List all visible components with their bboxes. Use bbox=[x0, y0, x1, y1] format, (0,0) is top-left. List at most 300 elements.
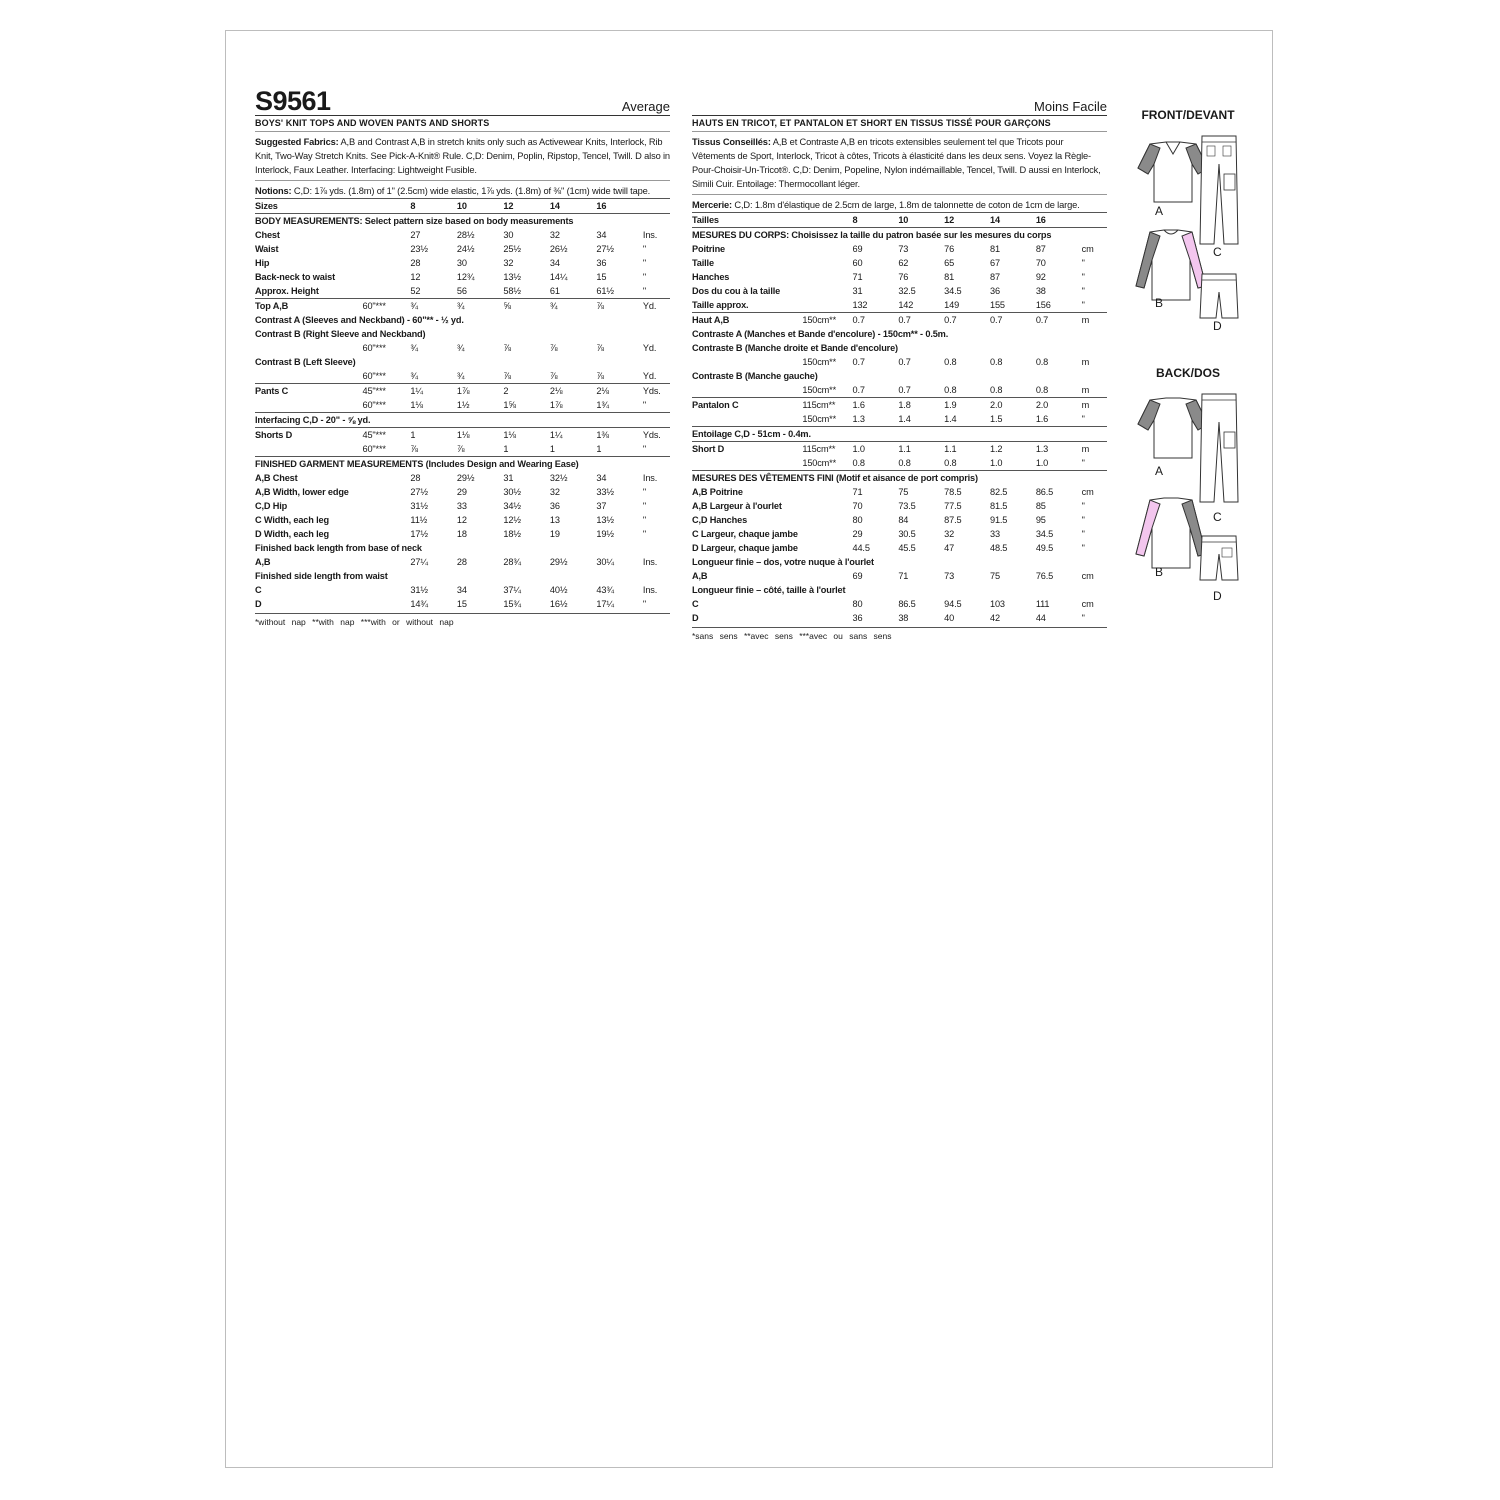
table-row bbox=[692, 355, 1107, 369]
size-value: 81 bbox=[989, 244, 1000, 254]
size-value: 27½ bbox=[410, 487, 428, 497]
view-label-c-back: C bbox=[1213, 510, 1222, 524]
section-heading: Entoilage C,D - 51cm - 0.4m. bbox=[692, 427, 1107, 442]
row-label: Hip bbox=[255, 258, 270, 268]
section-heading: Longueur finie – dos, votre nuque à l'ourlet bbox=[692, 557, 874, 567]
fabric-width bbox=[362, 471, 410, 485]
size-value: 30½ bbox=[503, 487, 521, 497]
table-row bbox=[692, 597, 1107, 611]
size-value: 76 bbox=[898, 272, 909, 282]
size-value: 78.5 bbox=[944, 487, 962, 497]
table-row bbox=[255, 513, 670, 527]
table-row bbox=[255, 457, 670, 472]
size-value: 80 bbox=[852, 515, 863, 525]
size-value: 132 bbox=[852, 300, 868, 310]
fabrics-label: Tissus Conseillés: bbox=[692, 137, 771, 147]
view-d-front-shorts bbox=[1200, 274, 1238, 318]
table-row bbox=[255, 442, 670, 457]
fabric-width bbox=[362, 555, 410, 569]
table-row bbox=[692, 499, 1107, 513]
fabric-width bbox=[802, 541, 852, 555]
size-value: 34.5 bbox=[1035, 529, 1054, 539]
table-row bbox=[255, 256, 670, 270]
fabric-width bbox=[362, 499, 410, 513]
section-heading: Contraste B (Manche droite et Bande d'encolure) bbox=[692, 343, 898, 353]
unit: Ins. bbox=[642, 473, 658, 483]
size-value: 12 bbox=[503, 199, 550, 214]
size-value: 30¼ bbox=[596, 557, 614, 567]
pattern-title: BOYS' KNIT TOPS AND WOVEN PANTS AND SHORTS bbox=[255, 115, 670, 128]
row-label: Back-neck to waist bbox=[255, 272, 336, 282]
row-label: A,B bbox=[255, 557, 271, 567]
size-value: 1¼ bbox=[550, 428, 597, 443]
table-row bbox=[255, 327, 670, 341]
fabrics-label: Suggested Fabrics: bbox=[255, 137, 339, 147]
size-value: 75 bbox=[898, 487, 909, 497]
view-label-b-back: B bbox=[1155, 565, 1164, 579]
size-value: 27¼ bbox=[410, 557, 428, 567]
view-label-a: A bbox=[1155, 204, 1164, 218]
section-heading: Contrast A (Sleeves and Neckband) - 60"** - ½ yd. bbox=[255, 315, 464, 325]
pattern-title: HAUTS EN TRICOT, ET PANTALON ET SHORT EN TISSUS TISSÉ POUR GARÇONS bbox=[692, 115, 1107, 128]
unit: Ins. bbox=[642, 557, 658, 567]
size-value: 1.6 bbox=[1035, 414, 1049, 424]
unit: " bbox=[1081, 286, 1085, 296]
size-value: 1.4 bbox=[898, 414, 911, 424]
size-value: 0.8 bbox=[1035, 357, 1049, 367]
view-c-back-pants bbox=[1200, 394, 1238, 502]
size-value: 33 bbox=[989, 529, 1000, 539]
header bbox=[255, 88, 670, 114]
unit: Ins. bbox=[642, 585, 658, 595]
size-value: 36 bbox=[852, 613, 863, 623]
row-label: Top A,B bbox=[255, 299, 362, 314]
fabrics-text: A,B and Contrast A,B in stretch knits only such as Activewear Knits, Interlock, Rib Knit, Two-Way Stretch Knits. See Pick-A-Knit® Rule. C,D: Denim, Poplin, Ripstop, Tencel, Twill. D also in Interlock, Faux Leather. Interfacing: Lightweight Fusible. bbox=[255, 137, 670, 175]
section-heading: Contrast B (Right Sleeve and Neckband) bbox=[255, 329, 426, 339]
size-value: 76 bbox=[944, 244, 955, 254]
unit: Yd. bbox=[642, 343, 657, 353]
french-column bbox=[692, 88, 1107, 641]
row-label: A,B bbox=[692, 571, 708, 581]
table-row bbox=[255, 569, 670, 583]
measurement-table bbox=[692, 212, 1107, 625]
row-label bbox=[692, 412, 802, 427]
view-label-b: B bbox=[1155, 296, 1164, 310]
view-d-back-shorts bbox=[1200, 536, 1238, 580]
fabric-width bbox=[362, 228, 410, 242]
table-row bbox=[692, 270, 1107, 284]
size-value: 65 bbox=[944, 258, 955, 268]
unit: m bbox=[1082, 313, 1107, 328]
footnote: *without nap **with nap ***with or without nap bbox=[255, 613, 670, 627]
notions-label: Mercerie: bbox=[692, 200, 732, 210]
size-value: 95 bbox=[1035, 515, 1046, 525]
size-value: 29 bbox=[456, 487, 467, 497]
table-row bbox=[255, 341, 670, 355]
unit: " bbox=[1081, 458, 1085, 468]
fabric-width bbox=[362, 199, 410, 214]
size-value: 40½ bbox=[549, 585, 568, 595]
table-row bbox=[692, 527, 1107, 541]
view-a-back-tee bbox=[1138, 398, 1208, 458]
table-row bbox=[255, 369, 670, 384]
unit: " bbox=[642, 286, 647, 296]
size-value: 15 bbox=[456, 599, 467, 609]
section-heading: Finished side length from waist bbox=[255, 571, 388, 581]
size-value: 0.7 bbox=[944, 313, 990, 328]
table-row bbox=[692, 513, 1107, 527]
unit: " bbox=[1081, 258, 1085, 268]
size-value: 0.7 bbox=[898, 357, 911, 367]
unit: Yd. bbox=[643, 299, 670, 314]
fabric-width: 45"*** bbox=[362, 428, 410, 443]
table-row bbox=[255, 471, 670, 485]
size-value: 2⅛ bbox=[550, 384, 597, 399]
size-value: 0.7 bbox=[852, 385, 865, 395]
size-value: 2.0 bbox=[990, 398, 1036, 413]
table-row bbox=[255, 299, 670, 314]
size-value: 43¾ bbox=[596, 585, 614, 595]
size-value: 1.4 bbox=[944, 414, 957, 424]
garment-drawings bbox=[1118, 130, 1258, 650]
size-value: 1 bbox=[503, 444, 509, 454]
size-value: 14 bbox=[550, 199, 597, 214]
row-label bbox=[255, 369, 362, 384]
size-value: 1.8 bbox=[898, 398, 944, 413]
size-value: 1.2 bbox=[990, 442, 1036, 457]
size-value: 28¾ bbox=[503, 557, 521, 567]
row-label: A,B Chest bbox=[255, 473, 298, 483]
fabric-width bbox=[802, 256, 852, 270]
table-row bbox=[255, 597, 670, 611]
row-label: C Largeur, chaque jambe bbox=[692, 529, 798, 539]
size-value: 47 bbox=[944, 543, 955, 553]
size-value: ¾ bbox=[410, 299, 457, 314]
notions bbox=[692, 194, 1107, 212]
view-b-front-tee bbox=[1136, 230, 1206, 300]
table-row bbox=[692, 569, 1107, 583]
size-value: 92 bbox=[1035, 272, 1046, 282]
table-row bbox=[692, 442, 1107, 457]
table-row bbox=[692, 456, 1107, 471]
row-label bbox=[692, 355, 802, 369]
back-label: BACK/DOS bbox=[1155, 366, 1220, 380]
section-heading: MESURES DES VÊTEMENTS FINI (Motif et aisance de port compris) bbox=[692, 471, 1107, 486]
row-label: A,B Largeur à l'ourlet bbox=[692, 501, 782, 511]
size-value: 33½ bbox=[596, 487, 614, 497]
unit: cm bbox=[1081, 244, 1094, 254]
size-value: 18½ bbox=[503, 529, 521, 539]
size-value: 44 bbox=[1035, 613, 1046, 623]
size-value: 29½ bbox=[549, 557, 568, 567]
table-row bbox=[692, 369, 1107, 383]
size-value: 61½ bbox=[596, 286, 614, 296]
size-value: 8 bbox=[853, 213, 899, 228]
size-value: 23½ bbox=[410, 244, 428, 254]
table-row bbox=[692, 313, 1107, 328]
section-heading: Contraste A (Manches et Bande d'encolure) - 150cm** - 0.5m. bbox=[692, 329, 949, 339]
unit: m bbox=[1081, 357, 1090, 367]
unit: m bbox=[1082, 442, 1107, 457]
view-label-c: C bbox=[1213, 245, 1222, 259]
row-label: C Width, each leg bbox=[255, 515, 329, 525]
fabric-width bbox=[802, 284, 852, 298]
table-row bbox=[692, 471, 1107, 486]
fabric-width: 60"*** bbox=[362, 444, 386, 454]
fabric-width bbox=[802, 213, 852, 228]
size-value: ⅞ bbox=[596, 299, 643, 314]
unit: " bbox=[642, 444, 647, 454]
fabric-width bbox=[362, 242, 410, 256]
size-value: 1.9 bbox=[944, 398, 990, 413]
row-label bbox=[255, 398, 362, 413]
size-value: 80 bbox=[852, 599, 863, 609]
table-row bbox=[255, 313, 670, 327]
size-value: 87.5 bbox=[944, 515, 962, 525]
size-value: 30 bbox=[456, 258, 467, 268]
size-value: 34 bbox=[596, 230, 607, 240]
table-row bbox=[692, 327, 1107, 341]
size-value: 1 bbox=[410, 428, 457, 443]
row-label: C,D Hip bbox=[255, 501, 288, 511]
row-label: Pants C bbox=[255, 384, 362, 399]
size-value: 37¼ bbox=[503, 585, 521, 595]
row-label: D Largeur, chaque jambe bbox=[692, 543, 798, 553]
size-value: 62 bbox=[898, 258, 909, 268]
size-value: 34 bbox=[549, 258, 560, 268]
size-value: ¾ bbox=[457, 299, 504, 314]
size-value: 156 bbox=[1035, 300, 1051, 310]
size-value: 1⅛ bbox=[410, 400, 423, 410]
fabric-width bbox=[362, 485, 410, 499]
view-label-d-back: D bbox=[1213, 589, 1222, 603]
row-label bbox=[692, 383, 802, 398]
unit: " bbox=[642, 515, 647, 525]
size-value: ⅞ bbox=[503, 343, 511, 353]
unit: " bbox=[1081, 272, 1085, 282]
size-value: 87 bbox=[989, 272, 1000, 282]
fabric-width bbox=[802, 499, 852, 513]
size-value: 10 bbox=[898, 213, 944, 228]
section-heading: Finished back length from base of neck bbox=[255, 543, 422, 553]
table-row bbox=[255, 384, 670, 399]
size-value: 11½ bbox=[410, 515, 428, 525]
size-value: ⅞ bbox=[503, 371, 511, 381]
fabric-width: 60"*** bbox=[362, 400, 386, 410]
unit: Ins. bbox=[642, 230, 658, 240]
row-label: Tailles bbox=[692, 213, 802, 228]
view-label-a-back: A bbox=[1155, 464, 1164, 478]
size-value: 81.5 bbox=[989, 501, 1008, 511]
size-value: 1.0 bbox=[989, 458, 1003, 468]
table-row bbox=[255, 541, 670, 555]
size-value: 34.5 bbox=[944, 286, 962, 296]
view-label-d: D bbox=[1213, 319, 1222, 333]
table-row bbox=[692, 541, 1107, 555]
row-label: A,B Width, lower edge bbox=[255, 487, 349, 497]
fabrics-text: A,B et Contraste A,B en tricots extensibles seulement tel que Tricots pour Vêtements de Sport, Interlock, Tricot à côtes, Tricots à élasticité dans les deux sens. Voyez la Règle-Pour-Choisir-Un-Tricot®. C,D: Denim, Popeline, Nylon indémaillable, Tencel, Twill. D aussi en Interlock, Simili Cuir. Entoilage: Thermocollant léger. bbox=[692, 137, 1101, 189]
size-value: ¾ bbox=[456, 343, 465, 353]
size-value: 82.5 bbox=[989, 487, 1008, 497]
unit: " bbox=[642, 400, 647, 410]
size-value: 32 bbox=[944, 529, 955, 539]
size-value: 8 bbox=[410, 199, 457, 214]
section-heading: MESURES DU CORPS: Choisissez la taille du patron basée sur les mesures du corps bbox=[692, 228, 1107, 243]
table-row bbox=[692, 611, 1107, 625]
size-value: ¾ bbox=[550, 299, 597, 314]
size-value: 86.5 bbox=[898, 599, 916, 609]
table-row bbox=[255, 270, 670, 284]
size-value: 70 bbox=[852, 501, 863, 511]
size-value: 14 bbox=[990, 213, 1036, 228]
table-row bbox=[692, 485, 1107, 499]
view-c-front-pants bbox=[1200, 136, 1238, 244]
size-value: 1⅜ bbox=[596, 428, 643, 443]
size-value: 1.1 bbox=[898, 442, 944, 457]
unit: m bbox=[1082, 398, 1107, 413]
size-value: 36 bbox=[989, 286, 1000, 296]
fabric-width: 150cm** bbox=[802, 357, 837, 367]
notions-text: C,D: 1⅞ yds. (1.8m) of 1" (2.5cm) wide elastic, 1⅞ yds. (1.8m) of ⅜" (1cm) wide twill tape. bbox=[291, 186, 651, 196]
unit: " bbox=[1081, 529, 1085, 539]
section-heading: FINISHED GARMENT MEASUREMENTS (Includes Design and Wearing Ease) bbox=[255, 457, 670, 472]
size-value: 32 bbox=[503, 258, 514, 268]
row-label: C bbox=[255, 585, 262, 595]
table-row bbox=[692, 412, 1107, 427]
size-value: 18 bbox=[456, 529, 467, 539]
row-label: Hanches bbox=[692, 272, 730, 282]
size-value: 16 bbox=[1036, 213, 1082, 228]
table-row bbox=[692, 341, 1107, 355]
table-row bbox=[255, 499, 670, 513]
size-value: 103 bbox=[989, 599, 1005, 609]
size-value: 12½ bbox=[503, 515, 521, 525]
table-row bbox=[692, 284, 1107, 298]
size-value: 142 bbox=[898, 300, 914, 310]
table-row bbox=[255, 284, 670, 299]
size-value: 75 bbox=[989, 571, 1000, 581]
unit: " bbox=[642, 501, 647, 511]
size-value: ⅞ bbox=[596, 371, 604, 381]
size-value: 0.7 bbox=[853, 313, 899, 328]
fabric-width bbox=[802, 485, 852, 499]
size-value: 81 bbox=[944, 272, 955, 282]
fabric-width: 150cm** bbox=[802, 385, 837, 395]
fabric-width: 150cm** bbox=[802, 414, 837, 424]
size-value: 15 bbox=[596, 272, 607, 282]
size-value: 1⅝ bbox=[503, 400, 516, 410]
size-value: 17½ bbox=[410, 529, 428, 539]
table-row bbox=[692, 298, 1107, 313]
table-row bbox=[255, 428, 670, 443]
suggested-fabrics bbox=[255, 131, 670, 177]
size-value: 1.3 bbox=[1036, 442, 1082, 457]
footnote: *sans sens **avec sens ***avec ou sans sens bbox=[692, 627, 1107, 641]
size-value: 0.8 bbox=[944, 458, 957, 468]
size-value: 14¾ bbox=[410, 599, 428, 609]
size-value: 61 bbox=[549, 286, 560, 296]
size-value: 48.5 bbox=[989, 543, 1008, 553]
fabric-width: 150cm** bbox=[802, 313, 852, 328]
section-heading: Contraste B (Manche gauche) bbox=[692, 371, 818, 381]
table-row bbox=[692, 242, 1107, 256]
table-row bbox=[255, 527, 670, 541]
fabric-width: 60"*** bbox=[362, 299, 410, 314]
size-value: ⅞ bbox=[549, 371, 558, 381]
unit: Yds. bbox=[643, 384, 670, 399]
row-label: Poitrine bbox=[692, 244, 726, 254]
unit: " bbox=[1081, 414, 1085, 424]
row-label: D bbox=[255, 599, 262, 609]
row-label: Chest bbox=[255, 230, 280, 240]
size-value: 0.7 bbox=[1036, 313, 1082, 328]
table-row bbox=[255, 214, 670, 229]
fabric-width: 150cm** bbox=[802, 458, 837, 468]
row-label: Waist bbox=[255, 244, 279, 254]
fabric-width bbox=[802, 513, 852, 527]
fabric-width bbox=[362, 270, 410, 284]
size-value: 29 bbox=[852, 529, 863, 539]
size-value: 26½ bbox=[549, 244, 568, 254]
size-value: 77.5 bbox=[944, 501, 962, 511]
table-row bbox=[692, 583, 1107, 597]
size-value: 28 bbox=[410, 258, 421, 268]
size-value: 15¾ bbox=[503, 599, 521, 609]
size-value: 87 bbox=[1035, 244, 1046, 254]
row-label: Approx. Height bbox=[255, 286, 319, 296]
size-value: 12 bbox=[410, 272, 421, 282]
fabric-width bbox=[362, 256, 410, 270]
unit bbox=[643, 199, 670, 214]
size-value: 28½ bbox=[456, 230, 475, 240]
size-value: 0.8 bbox=[852, 458, 865, 468]
fabric-width bbox=[802, 597, 852, 611]
row-label: Sizes bbox=[255, 199, 362, 214]
size-value: 49.5 bbox=[1035, 543, 1054, 553]
size-value: 149 bbox=[944, 300, 960, 310]
size-value: 84 bbox=[898, 515, 909, 525]
fabric-width: 60"*** bbox=[362, 343, 386, 353]
difficulty-level: Average bbox=[621, 99, 670, 114]
table-row bbox=[692, 555, 1107, 569]
unit: " bbox=[1081, 613, 1085, 623]
table-row bbox=[692, 398, 1107, 413]
suggested-fabrics bbox=[692, 131, 1107, 191]
size-value: 91.5 bbox=[989, 515, 1008, 525]
size-value: 36 bbox=[549, 501, 560, 511]
size-value: 12 bbox=[944, 213, 990, 228]
size-value: 45.5 bbox=[898, 543, 916, 553]
size-value: 1.6 bbox=[853, 398, 899, 413]
row-label: Taille bbox=[692, 258, 714, 268]
size-value: 31 bbox=[852, 286, 863, 296]
size-value: 27 bbox=[410, 230, 421, 240]
size-value: 1.5 bbox=[989, 414, 1003, 424]
size-value: 71 bbox=[852, 272, 863, 282]
fabric-width bbox=[362, 583, 410, 597]
size-value: 0.8 bbox=[1035, 385, 1049, 395]
unit: cm bbox=[1081, 487, 1094, 497]
size-value: 0.7 bbox=[990, 313, 1036, 328]
unit: " bbox=[642, 599, 647, 609]
size-value: ⅞ bbox=[549, 343, 558, 353]
row-label: D bbox=[692, 613, 699, 623]
size-value: 10 bbox=[457, 199, 504, 214]
size-value: 1 bbox=[549, 444, 555, 454]
unit: " bbox=[1081, 501, 1085, 511]
table-row bbox=[255, 355, 670, 369]
fabric-width bbox=[802, 242, 852, 256]
